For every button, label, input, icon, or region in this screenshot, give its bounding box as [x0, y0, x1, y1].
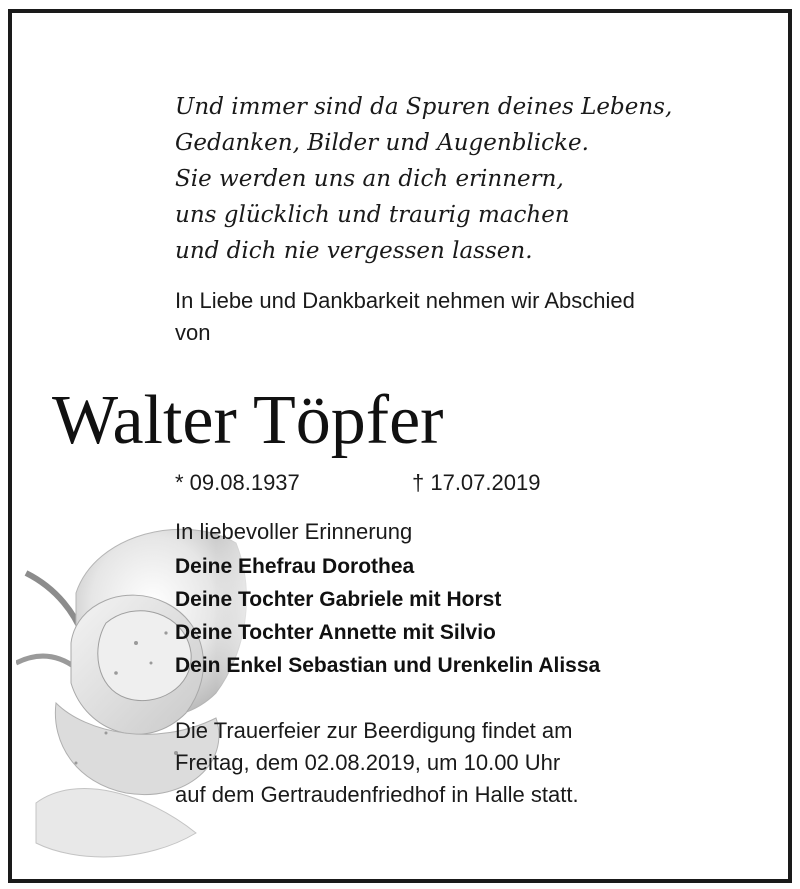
service-line: Freitag, dem 02.08.2019, um 10.00 Uhr [175, 750, 561, 775]
mourner: Deine Tochter Annette mit Silvio [175, 621, 496, 644]
poem-line: Sie werden uns an dich erinnern, [175, 166, 564, 192]
poem [175, 89, 672, 269]
mourners-list [175, 550, 600, 682]
mourner: Deine Tochter Gabriele mit Horst [175, 588, 502, 611]
intro-line: von [175, 320, 211, 345]
deceased-name: Walter Töpfer [52, 382, 444, 459]
funeral-service-info [175, 715, 579, 811]
death-date: † 17.07.2019 [412, 470, 541, 495]
poem-line: Und immer sind da Spuren deines Lebens, [175, 94, 673, 120]
service-line: auf dem Gertraudenfriedhof in Halle statt. [175, 782, 579, 807]
service-line: Die Trauerfeier zur Beerdigung findet am [175, 718, 573, 743]
obituary-frame [8, 9, 792, 883]
mourner: Dein Enkel Sebastian und Urenkelin Alissa [175, 654, 601, 677]
obituary-content [12, 13, 788, 879]
farewell-intro [175, 285, 635, 349]
intro-line: In Liebe und Dankbarkeit nehmen wir Abschied [175, 288, 635, 313]
mourner: Deine Ehefrau Dorothea [175, 555, 415, 578]
memory-label: In liebevoller Erinnerung [175, 519, 413, 544]
poem-line: Gedanken, Bilder und Augenblicke. [175, 130, 589, 156]
poem-line: und dich nie vergessen lassen. [175, 238, 533, 264]
poem-line: uns glücklich und traurig machen [175, 202, 570, 228]
birth-date: * 09.08.1937 [175, 470, 300, 495]
